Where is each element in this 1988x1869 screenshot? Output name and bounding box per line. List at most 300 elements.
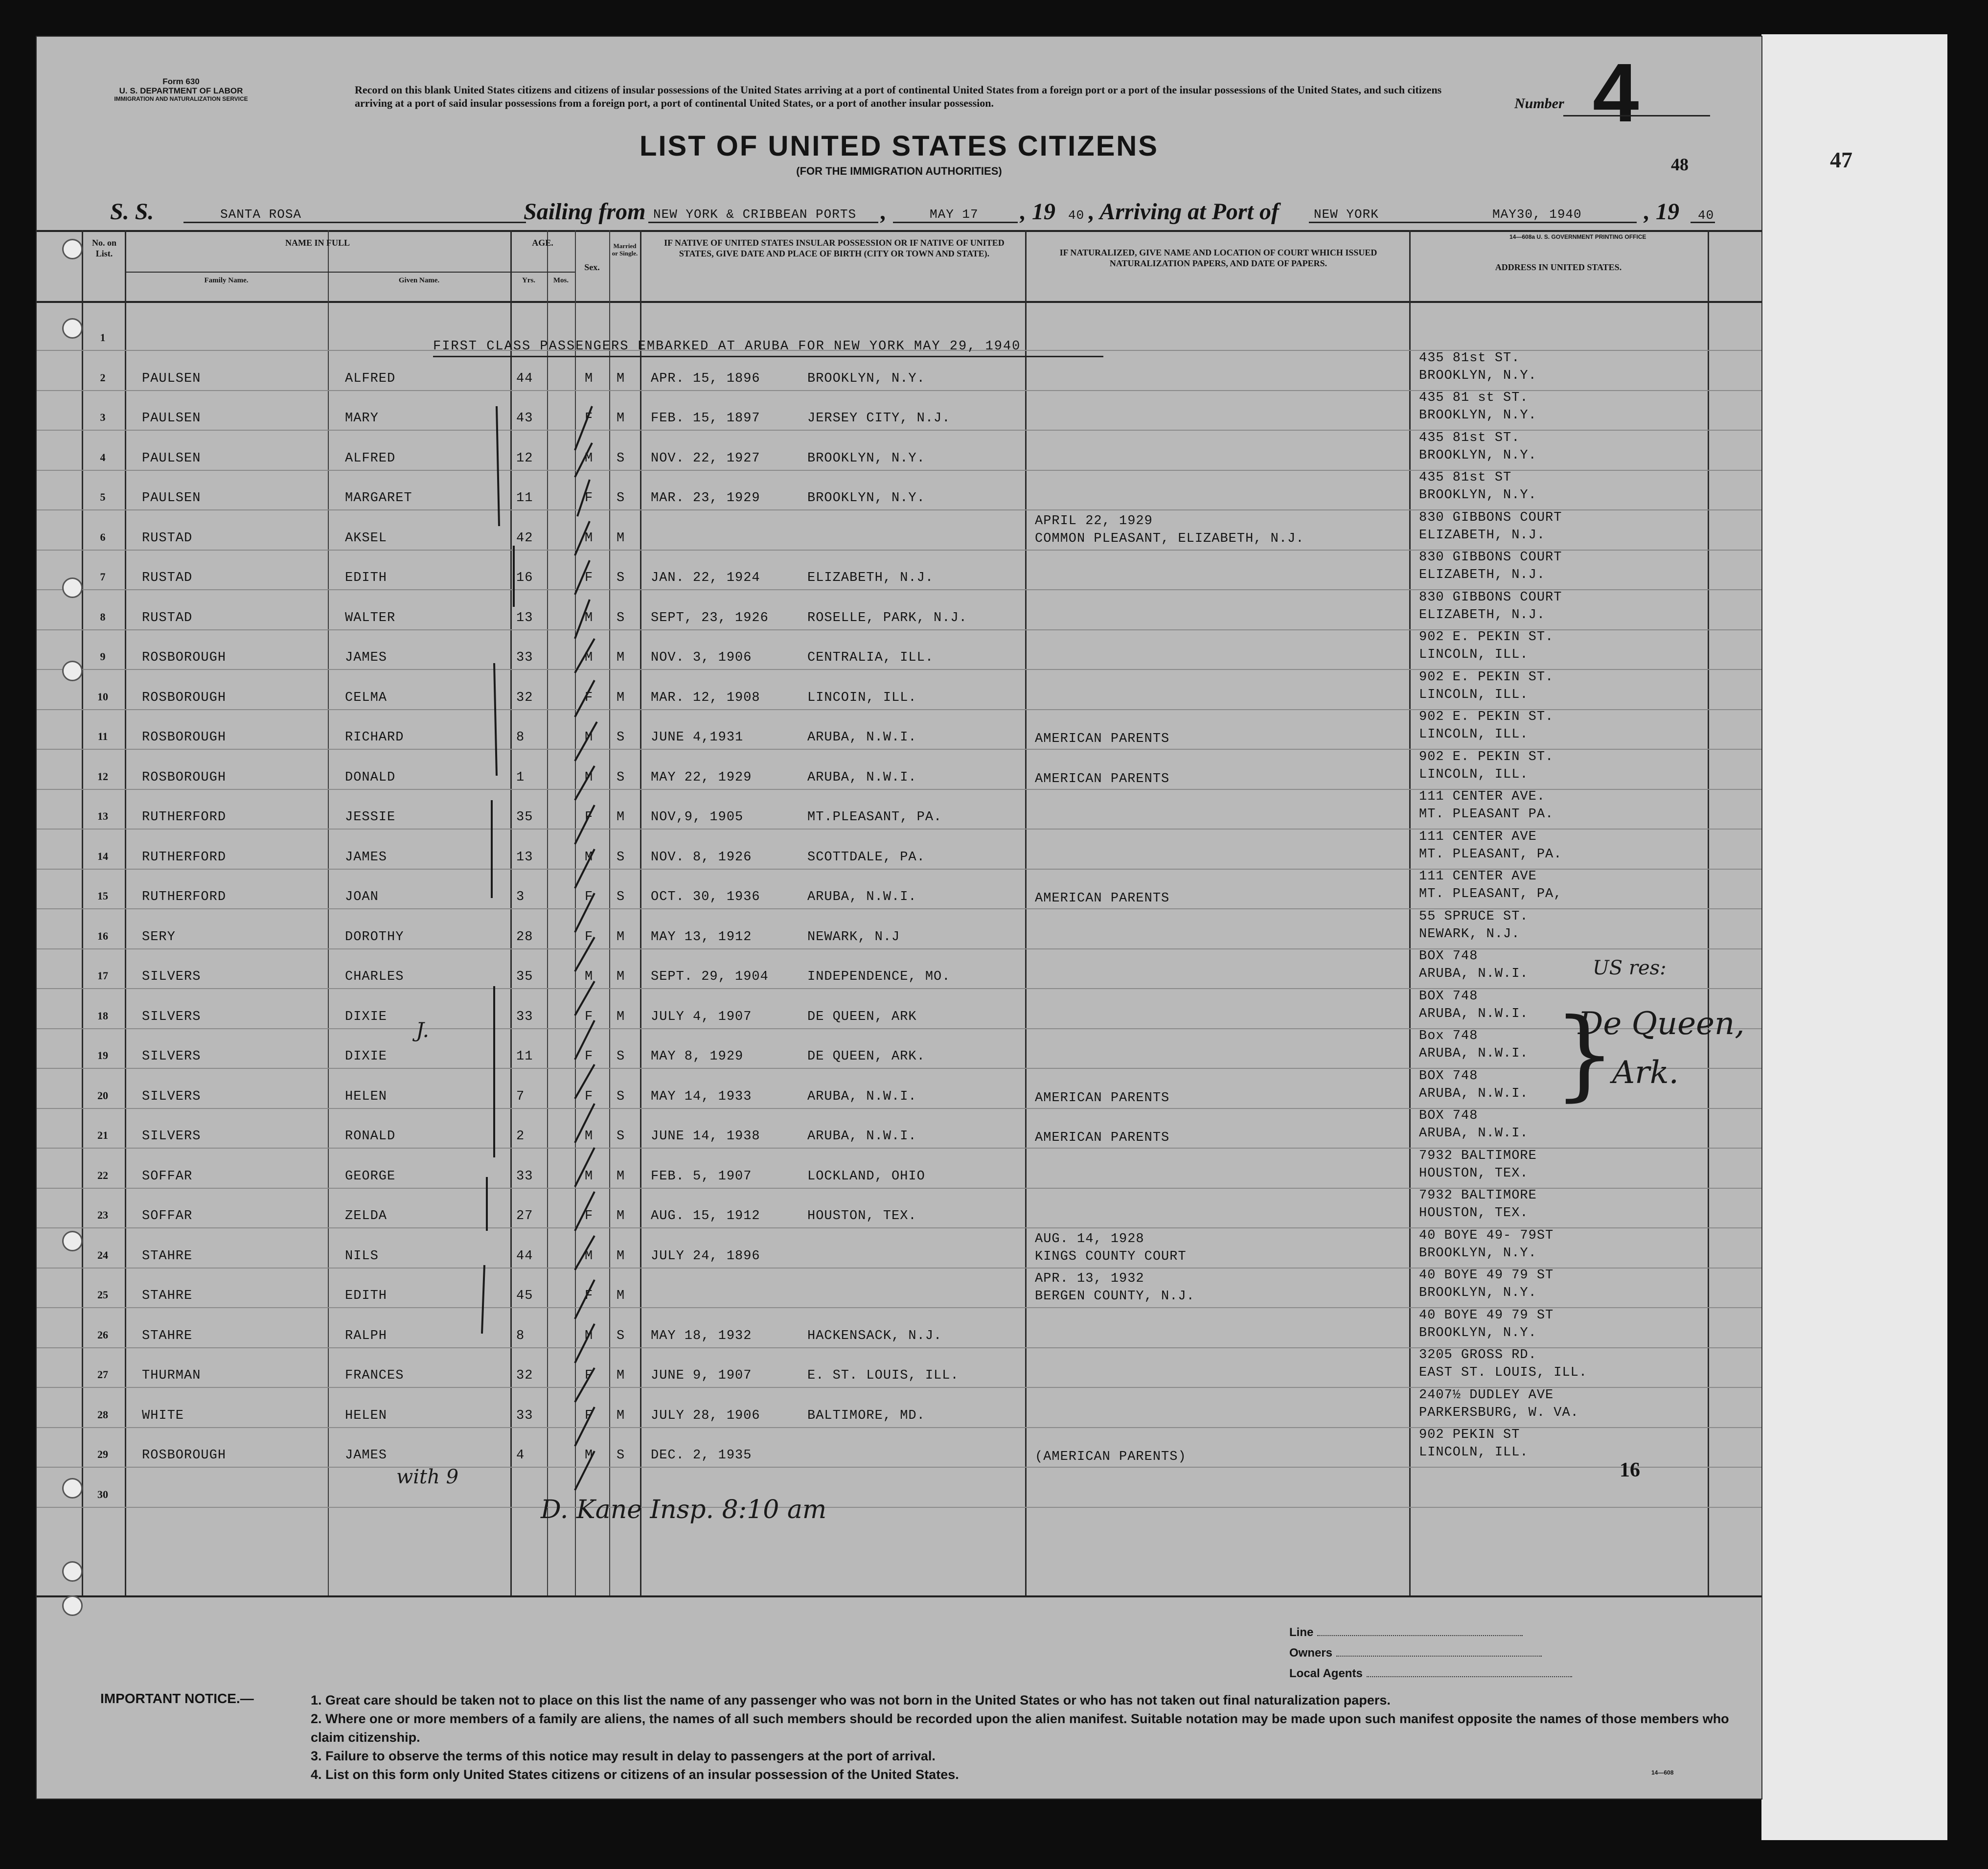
cell-age: 35 — [516, 969, 533, 984]
cell-given: CHARLES — [345, 969, 404, 984]
cell-given: RONALD — [345, 1129, 396, 1144]
cell-bplace: ROSELLE, PARK, N.J. — [807, 610, 967, 625]
col-header-birth: IF NATIVE OF UNITED STATES INSULAR POSSESSION OR IF NATIVE OF UNITED STATES, GIVE DATE AND PLACE OF BIRTH (CITY OR TOWN AND STATE). — [664, 238, 1005, 258]
cell-age: 27 — [516, 1209, 533, 1223]
cell-ms: M — [617, 1408, 625, 1423]
address-line: MT. PLEASANT, PA. — [1419, 847, 1562, 862]
ss-label: S. S. — [110, 199, 154, 225]
col-header-sex: Sex. — [584, 262, 600, 272]
address-line: 435 81st ST. — [1419, 350, 1520, 366]
cell-bdate: JUNE 14, 1938 — [651, 1129, 760, 1144]
row-number: 11 — [97, 730, 108, 742]
cell-ms: M — [617, 969, 625, 984]
cell-family: SERY — [142, 929, 176, 945]
cell-age: 8 — [516, 730, 525, 745]
cell-bplace: ARUBA, N.W.I. — [807, 890, 917, 904]
cell-ms: M — [617, 690, 625, 705]
cell-sex: F — [585, 411, 594, 426]
address-line: 902 E. PEKIN ST. — [1419, 710, 1554, 724]
cell-given: GEORGE — [345, 1169, 396, 1184]
cell-ms: M — [617, 371, 625, 386]
naturalization-line: AMERICAN PARENTS — [1035, 771, 1170, 786]
cell-given: DOROTHY — [345, 929, 404, 945]
cell-family: SILVERS — [142, 1129, 201, 1144]
cell-sex: F — [585, 890, 594, 904]
address-line: 435 81 st ST. — [1419, 391, 1529, 405]
handwritten-with9: with 9 — [396, 1466, 459, 1488]
cell-age: 13 — [516, 610, 533, 625]
cell-sex: F — [585, 1289, 594, 1303]
cell-family: RUSTAD — [142, 531, 193, 546]
address-line: ELIZABETH, N.J. — [1419, 568, 1546, 582]
cell-bdate: AUG. 15, 1912 — [651, 1209, 760, 1223]
cell-bplace: ARUBA, N.W.I. — [807, 770, 917, 785]
inspector-signature: D. Kane Insp. 8:10 am — [541, 1495, 827, 1524]
cell-bplace: BROOKLYN, N.Y. — [807, 371, 925, 386]
cell-ms: M — [617, 929, 625, 945]
address-line: 830 GIBBONS COURT — [1419, 590, 1562, 605]
family-bracket-stahre — [482, 1265, 484, 1334]
cell-age: 32 — [516, 1368, 533, 1383]
cell-bdate: MAY 13, 1912 — [651, 929, 752, 945]
cell-ms: S — [617, 571, 625, 585]
cell-ms: S — [617, 770, 625, 785]
cell-family: STAHRE — [142, 1248, 193, 1264]
binder-hole — [62, 1561, 83, 1582]
cell-sex: M — [585, 1448, 594, 1463]
address-line: ELIZABETH, N.J. — [1419, 607, 1546, 623]
arrival-port: NEW YORK — [1314, 207, 1379, 222]
arriving-label: , Arriving at Port of — [1089, 199, 1279, 225]
printing-code: 14—608a U. S. GOVERNMENT PRINTING OFFICE — [1509, 233, 1646, 240]
cell-given: JAMES — [345, 1448, 388, 1463]
address-line: ARUBA, N.W.I. — [1419, 1086, 1529, 1101]
cell-age: 28 — [516, 929, 533, 945]
binder-hole — [62, 1595, 83, 1616]
cell-ms: S — [617, 491, 625, 506]
cell-ms: S — [617, 850, 625, 865]
address-line: 902 E. PEKIN ST. — [1419, 749, 1554, 764]
arrival-year-suffix: 40 — [1698, 208, 1714, 223]
form-number: Form 630 — [162, 77, 200, 86]
cell-bdate: SEPT, 23, 1926 — [651, 610, 769, 625]
cell-family: PAULSEN — [142, 411, 201, 426]
address-line: EAST ST. LOUIS, ILL. — [1419, 1365, 1588, 1380]
cell-age: 32 — [516, 690, 533, 705]
cell-family: WHITE — [142, 1408, 184, 1423]
intro-instructions: Record on this blank United States citizens and citizens of insular possessions of the United States arriving at a port of continental United States from a foreign port or a port of the insular possessions of the United States, and such citizens arriving at a port of said insular possessions from a foreign port, a port of continental United States, or a port of another insular possession. — [355, 84, 1442, 109]
cell-ms: S — [617, 1328, 625, 1343]
cell-bdate: NOV. 22, 1927 — [651, 451, 760, 466]
cell-bdate: NOV. 3, 1906 — [651, 650, 752, 665]
col-header-mos: Mos. — [553, 277, 569, 284]
cell-sex: F — [585, 1408, 594, 1423]
address-line: MT. PLEASANT, PA, — [1419, 887, 1562, 901]
naturalization-line: AMERICAN PARENTS — [1035, 1090, 1170, 1106]
binder-hole — [62, 661, 83, 681]
notice-heading: IMPORTANT NOTICE.— — [100, 1691, 254, 1706]
cell-sex: M — [585, 730, 594, 745]
cell-bplace: ARUBA, N.W.I. — [807, 1089, 917, 1104]
cell-given: DIXIE — [345, 1049, 388, 1064]
cell-given: ALFRED — [345, 451, 396, 466]
cell-bdate: JULY 24, 1896 — [651, 1248, 760, 1264]
naturalization-line: APR. 13, 1932 — [1035, 1271, 1144, 1286]
address-line: MT. PLEASANT PA. — [1419, 807, 1554, 822]
handwritten-us-res: US res: — [1593, 957, 1667, 979]
cell-bplace: ARUBA, N.W.I. — [807, 1129, 917, 1144]
cell-age: 33 — [516, 1169, 533, 1184]
col-header-married: Married or Single. — [612, 242, 638, 257]
cell-bplace: NEWARK, N.J — [807, 929, 900, 945]
address-line: 40 BOYE 49 79 ST — [1419, 1308, 1554, 1323]
cell-bdate: MAY 22, 1929 — [651, 770, 752, 785]
cell-family: RUTHERFORD — [142, 810, 227, 825]
cell-ms: S — [617, 610, 625, 625]
cell-ms: M — [617, 1209, 625, 1223]
cell-bplace: CENTRALIA, ILL. — [807, 650, 934, 665]
cell-bdate: JULY 4, 1907 — [651, 1009, 752, 1024]
row-number: 21 — [97, 1129, 108, 1141]
cell-ms: M — [617, 1009, 625, 1024]
cell-bplace: BROOKLYN, N.Y. — [807, 451, 925, 466]
naturalization-line: BERGEN COUNTY, N.J. — [1035, 1289, 1195, 1304]
col-header-given: Given Name. — [398, 277, 440, 284]
address-line: LINCOLN, ILL. — [1419, 647, 1529, 662]
cell-bplace: E. ST. LOUIS, ILL. — [807, 1368, 959, 1383]
cell-bdate: JUNE 4,1931 — [651, 730, 744, 745]
ship-info-lines — [1289, 1622, 1572, 1684]
cell-given: EDITH — [345, 1289, 388, 1303]
embarkation-banner: FIRST CLASS PASSENGERS EMBARKED AT ARUBA FOR NEW YORK MAY 29, 1940 — [433, 339, 1021, 354]
address-line: 7932 BALTIMORE — [1419, 1188, 1537, 1203]
cell-bdate: SEPT. 29, 1904 — [651, 969, 769, 984]
row-number: 17 — [97, 969, 108, 982]
handwritten-brace: } — [1554, 997, 1616, 1111]
address-line: BROOKLYN, N.Y. — [1419, 1246, 1537, 1261]
cell-given: MARY — [345, 411, 379, 426]
cell-family: ROSBOROUGH — [142, 690, 227, 705]
owners-field: Owners — [1289, 1643, 1572, 1663]
cell-ms: S — [617, 451, 625, 466]
address-line: BOX 748 — [1419, 1108, 1478, 1123]
cell-age: 33 — [516, 1408, 533, 1423]
year-suffix: 40 — [1068, 208, 1085, 223]
address-line: BROOKLYN, N.Y. — [1419, 1325, 1537, 1340]
sheet-number: 4 — [1593, 46, 1639, 139]
naturalization-line: COMMON PLEASANT, ELIZABETH, N.J. — [1035, 531, 1304, 546]
service-name: IMMIGRATION AND NATURALIZATION SERVICE — [114, 95, 248, 102]
notice-item-1: 1. Great care should be taken not to place on this list the name of any passenger who was not born in the United States or who has not taken out final naturalization papers. — [311, 1693, 1391, 1707]
cell-sex: M — [585, 969, 594, 984]
cell-sex: M — [585, 371, 594, 386]
row-number: 8 — [100, 610, 106, 623]
cell-bdate: MAY 14, 1933 — [651, 1089, 752, 1104]
cell-sex: M — [585, 1169, 594, 1184]
arrival-year-prefix: 19 — [1656, 199, 1679, 225]
number-label: Number — [1514, 95, 1564, 112]
cell-family: RUTHERFORD — [142, 890, 227, 904]
address-line: HOUSTON, TEX. — [1419, 1166, 1529, 1181]
cell-age: 13 — [516, 850, 533, 865]
row-number: 5 — [100, 491, 106, 503]
cell-family: RUTHERFORD — [142, 850, 227, 865]
row-number: 30 — [97, 1488, 108, 1500]
cell-ms: M — [617, 1248, 625, 1264]
cell-bdate: NOV,9, 1905 — [651, 810, 744, 825]
cell-family: ROSBOROUGH — [142, 1448, 227, 1463]
cell-given: JOAN — [345, 890, 379, 904]
cell-bplace: HACKENSACK, N.J. — [807, 1328, 942, 1343]
cell-bdate: APR. 15, 1896 — [651, 371, 760, 386]
cell-age: 42 — [516, 531, 533, 546]
address-line: BOX 748 — [1419, 949, 1478, 964]
cell-sex: F — [585, 810, 594, 825]
row-number: 15 — [97, 890, 108, 902]
col-header-address: ADDRESS IN UNITED STATES. — [1495, 262, 1622, 272]
cell-ms: M — [617, 810, 625, 825]
sailing-label: Sailing from — [524, 199, 646, 225]
cell-family: RUSTAD — [142, 571, 193, 585]
manifest-sheet — [37, 37, 1761, 1799]
cell-ms: M — [617, 1368, 625, 1383]
cell-sex: M — [585, 1129, 594, 1144]
year-prefix: 19 — [1032, 199, 1055, 225]
address-line: 830 GIBBONS COURT — [1419, 510, 1562, 525]
row-number: 6 — [100, 531, 106, 543]
row-number: 20 — [97, 1089, 108, 1102]
cell-family: SILVERS — [142, 1009, 201, 1024]
cell-sex: F — [585, 1089, 594, 1104]
agents-field: Local Agents — [1289, 1663, 1572, 1684]
address-line: 435 81st ST — [1419, 470, 1512, 485]
naturalization-line: (AMERICAN PARENTS) — [1035, 1450, 1187, 1464]
notice-item-4: 4. List on this form only United States citizens or citizens of an insular possession of the United States. — [311, 1767, 959, 1782]
col-header-naturalized: IF NATURALIZED, GIVE NAME AND LOCATION OF COURT WHICH ISSUED NATURALIZATION PAPERS, AND DATE OF PAPERS. — [1059, 248, 1377, 268]
cell-bplace: LOCKLAND, OHIO — [807, 1169, 925, 1184]
address-line: BOX 748 — [1419, 989, 1478, 1004]
cell-bdate: MAR. 12, 1908 — [651, 690, 760, 705]
cell-sex: M — [585, 1248, 594, 1264]
cell-given: RICHARD — [345, 730, 404, 745]
department-name: U. S. DEPARTMENT OF LABOR — [119, 86, 243, 95]
address-line: 435 81st ST. — [1419, 430, 1520, 445]
row-number: 19 — [97, 1049, 108, 1061]
address-line: ARUBA, N.W.I. — [1419, 1046, 1529, 1061]
cell-family: SOFFAR — [142, 1169, 193, 1184]
cell-sex: F — [585, 690, 594, 705]
cell-age: 45 — [516, 1289, 533, 1303]
cell-sex: M — [585, 531, 594, 546]
back-page — [1761, 34, 1947, 1840]
handwritten-ark: Ark. — [1612, 1055, 1679, 1091]
cell-age: 3 — [516, 890, 525, 904]
cell-bdate: JULY 28, 1906 — [651, 1408, 760, 1423]
cell-age: 11 — [516, 491, 533, 506]
cell-ms: M — [617, 650, 625, 665]
cell-sex: F — [585, 1009, 594, 1024]
cell-ms: M — [617, 411, 625, 426]
cell-bdate: FEB. 5, 1907 — [651, 1169, 752, 1184]
cell-bdate: JAN. 22, 1924 — [651, 571, 760, 585]
cell-age: 33 — [516, 1009, 533, 1024]
cell-age: 1 — [516, 770, 525, 785]
cell-age: 12 — [516, 451, 533, 466]
cell-ms: S — [617, 1089, 625, 1104]
cell-sex: M — [585, 650, 594, 665]
cell-age: 7 — [516, 1089, 525, 1104]
cell-family: SILVERS — [142, 969, 201, 984]
row-number: 29 — [97, 1448, 108, 1460]
address-line: 111 CENTER AVE. — [1419, 789, 1546, 804]
cell-ms: S — [617, 730, 625, 745]
address-line: BROOKLYN, N.Y. — [1419, 408, 1537, 423]
cell-bplace: SCOTTDALE, PA. — [807, 850, 925, 865]
row-number: 14 — [97, 850, 108, 862]
address-line: 40 BOYE 49 79 ST — [1419, 1268, 1554, 1283]
cell-ms: M — [617, 1289, 625, 1303]
arrival-date: MAY30, 1940 — [1492, 207, 1582, 222]
col-header-age: AGE. — [532, 238, 553, 248]
back-page-number: 47 — [1830, 147, 1852, 172]
cell-bplace: BALTIMORE, MD. — [807, 1408, 925, 1423]
naturalization-line: KINGS COUNTY COURT — [1035, 1249, 1187, 1264]
address-line: 111 CENTER AVE — [1419, 829, 1537, 844]
cell-family: PAULSEN — [142, 371, 201, 386]
naturalization-line: AMERICAN PARENTS — [1035, 1131, 1170, 1145]
row-number: 7 — [100, 571, 106, 583]
address-line: BROOKLYN, N.Y. — [1419, 448, 1537, 463]
address-line: LINCOLN, ILL. — [1419, 687, 1529, 702]
row-number: 26 — [97, 1328, 108, 1341]
address-line: 55 SPRUCE ST. — [1419, 909, 1529, 924]
cell-given: MARGARET — [345, 491, 412, 506]
address-line: 830 GIBBONS COURT — [1419, 550, 1562, 565]
col-header-family: Family Name. — [204, 277, 249, 284]
cell-given: DONALD — [345, 770, 396, 785]
cell-age: 33 — [516, 650, 533, 665]
line-field: Line — [1289, 1622, 1572, 1643]
cell-bdate: MAY 18, 1932 — [651, 1328, 752, 1343]
address-line: LINCOLN, ILL. — [1419, 1445, 1529, 1460]
cell-ms: S — [617, 1129, 625, 1144]
cell-sex: F — [585, 1368, 594, 1383]
address-line: PARKERSBURG, W. VA. — [1419, 1405, 1579, 1420]
cell-age: 44 — [516, 371, 533, 386]
cell-given: DIXIE — [345, 1009, 388, 1024]
cell-family: STAHRE — [142, 1289, 193, 1303]
footer-code: 14—608 — [1651, 1769, 1674, 1776]
address-line: LINCOLN, ILL. — [1419, 727, 1529, 742]
address-line: 902 E. PEKIN ST. — [1419, 630, 1554, 645]
row-number: 2 — [100, 371, 106, 384]
row-number: 9 — [100, 650, 106, 663]
address-line: ARUBA, N.W.I. — [1419, 1006, 1529, 1021]
cell-bdate: FEB. 15, 1897 — [651, 411, 760, 426]
cell-sex: F — [585, 1049, 594, 1064]
row-number: 1 — [100, 331, 106, 344]
row-number: 27 — [97, 1368, 108, 1381]
cell-ms: M — [617, 1169, 625, 1184]
address-line: 3205 GROSS RD. — [1419, 1348, 1537, 1362]
cell-bdate: JUNE 9, 1907 — [651, 1368, 752, 1383]
address-line: BROOKLYN, N.Y. — [1419, 1286, 1537, 1300]
cell-given: HELEN — [345, 1408, 388, 1423]
cell-age: 11 — [516, 1049, 533, 1064]
address-line: BROOKLYN, N.Y. — [1419, 488, 1537, 503]
address-line: 40 BOYE 49- 79ST — [1419, 1228, 1554, 1243]
cell-age: 16 — [516, 571, 533, 585]
naturalization-line: APRIL 22, 1929 — [1035, 513, 1153, 529]
cell-given: NILS — [345, 1248, 379, 1264]
row-number: 22 — [97, 1169, 108, 1181]
cell-given: JAMES — [345, 650, 388, 665]
address-line: Box 748 — [1419, 1029, 1478, 1043]
cell-bplace: DE QUEEN, ARK — [807, 1009, 917, 1024]
cell-given: WALTER — [345, 610, 396, 625]
cell-given: HELEN — [345, 1089, 388, 1104]
col-header-no: No. on List. — [91, 238, 116, 258]
cell-sex: F — [585, 491, 594, 506]
cell-sex: F — [585, 1209, 594, 1223]
page-subtitle: (FOR THE IMMIGRATION AUTHORITIES) — [796, 165, 1002, 177]
address-line: ARUBA, N.W.I. — [1419, 967, 1529, 981]
cell-family: THURMAN — [142, 1368, 201, 1383]
binder-hole — [62, 1478, 83, 1499]
address-line: 7932 BALTIMORE — [1419, 1148, 1537, 1163]
address-line: 902 E. PEKIN ST. — [1419, 669, 1554, 685]
row-number: 13 — [97, 810, 108, 822]
cell-ms: M — [617, 531, 625, 546]
cell-given: FRANCES — [345, 1368, 404, 1383]
row-number: 23 — [97, 1209, 108, 1221]
cell-given: ZELDA — [345, 1209, 388, 1223]
address-line: ELIZABETH, N.J. — [1419, 528, 1546, 543]
cell-given: CELMA — [345, 690, 388, 705]
row-number: 25 — [97, 1289, 108, 1301]
cell-age: 8 — [516, 1328, 525, 1343]
cell-bdate: DEC. 2, 1935 — [651, 1448, 752, 1463]
row-number: 28 — [97, 1408, 108, 1421]
row-number: 18 — [97, 1009, 108, 1022]
cell-bplace: ARUBA, N.W.I. — [807, 730, 917, 745]
cell-family: SOFFAR — [142, 1209, 193, 1223]
cell-bdate: NOV. 8, 1926 — [651, 850, 752, 865]
cell-bplace: HOUSTON, TEX. — [807, 1209, 917, 1223]
cell-sex: F — [585, 571, 594, 585]
cell-family: SILVERS — [142, 1049, 201, 1064]
cell-bdate: MAR. 23, 1929 — [651, 491, 760, 506]
row-number: 16 — [97, 929, 108, 942]
cell-family: ROSBOROUGH — [142, 730, 227, 745]
cell-age: 44 — [516, 1248, 533, 1264]
cell-bplace: JERSEY CITY, N.J. — [807, 411, 951, 426]
page-stamp: 48 — [1671, 155, 1689, 174]
notice-item-2: 2. Where one or more members of a family are aliens, the names of all such members should be recorded upon the alien manifest. Suitable notation may be made upon such manifest opposite the names of those members who claim citizenship. — [311, 1711, 1729, 1745]
cell-bplace: ELIZABETH, N.J. — [807, 571, 934, 585]
cell-age: 43 — [516, 411, 533, 426]
col-header-yrs: Yrs. — [522, 277, 536, 284]
departure-ports: NEW YORK & CRIBBEAN PORTS — [653, 207, 857, 222]
cell-given: EDITH — [345, 571, 388, 585]
address-line: HOUSTON, TEX. — [1419, 1206, 1529, 1221]
cell-bplace: LINCOIN, ILL. — [807, 690, 917, 705]
cell-bplace: INDEPENDENCE, MO. — [807, 969, 951, 984]
cell-given: RALPH — [345, 1328, 388, 1343]
address-line: BOX 748 — [1419, 1068, 1478, 1084]
page-title: LIST OF UNITED STATES CITIZENS — [640, 130, 1159, 162]
cell-family: RUSTAD — [142, 610, 193, 625]
